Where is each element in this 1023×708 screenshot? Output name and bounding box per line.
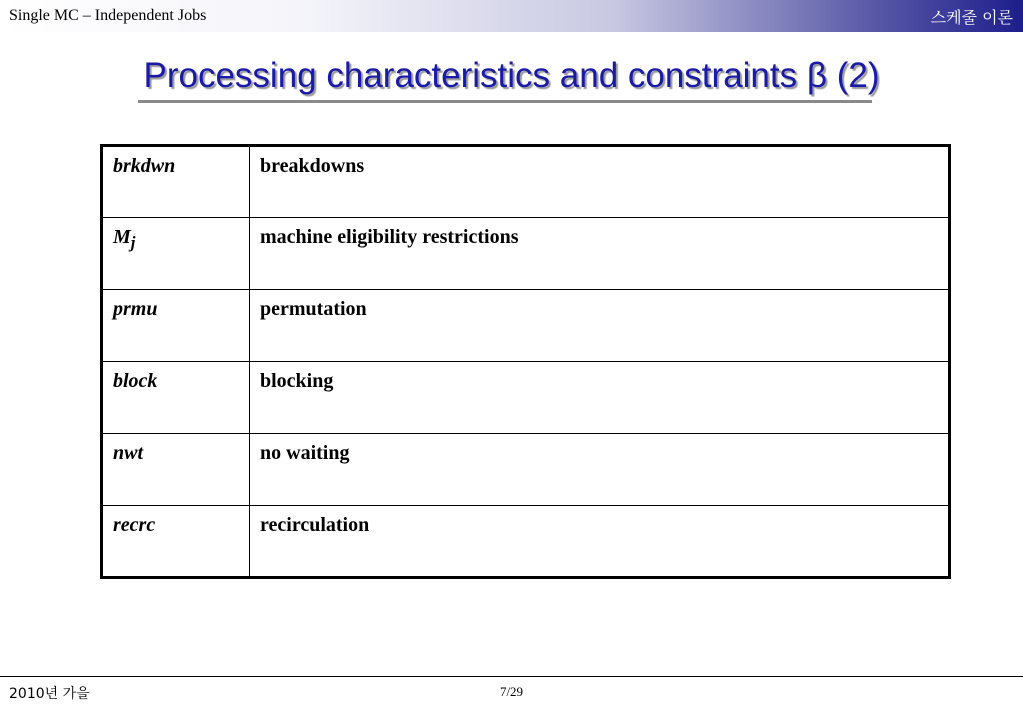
description-cell: recirculation [250,506,950,578]
slide-title: Processing characteristics and constraints β (2) [143,56,880,95]
symbol-subscript: j [130,233,136,252]
header-bar [0,0,1023,32]
table-row [102,290,950,362]
description-cell: no waiting [250,434,950,506]
table-row [102,218,950,290]
symbol-text: M [113,226,131,248]
table-row [102,506,950,578]
description-cell: breakdowns [250,146,950,218]
table-row [102,146,950,218]
header-course-title: Single MC – Independent Jobs [9,7,207,24]
description-cell: blocking [250,362,950,434]
page-number: 7/29 [499,684,524,699]
table-row [102,434,950,506]
constraints-table [100,144,951,579]
description-cell: machine eligibility restrictions [250,218,950,290]
symbol-cell: nwt [102,434,250,506]
description-cell: permutation [250,290,950,362]
symbol-cell: prmu [102,290,250,362]
footer-divider [0,676,1023,677]
symbol-cell: brkdwn [102,146,250,218]
table-row [102,362,950,434]
header-subject: 스케줄 이론 [930,8,1013,27]
symbol-cell: recrc [102,506,250,578]
footer-semester: 2010년 가을 [9,686,90,702]
symbol-cell [102,218,250,290]
symbol-cell: block [102,362,250,434]
title-underline [138,100,872,103]
